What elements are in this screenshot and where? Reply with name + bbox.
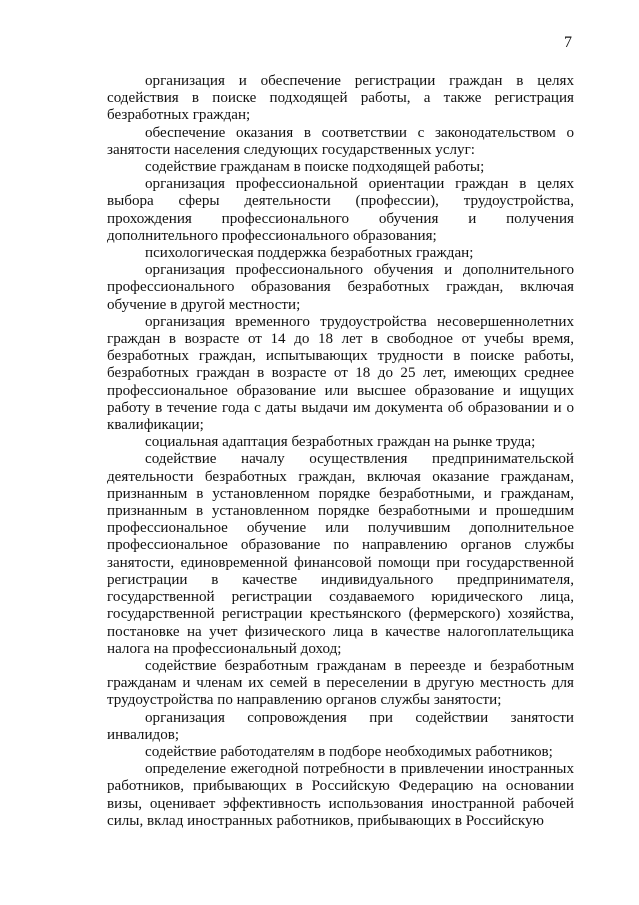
paragraph-state-services: обеспечение оказания в соответствии с законодательством о занятости населения следующих государственных услуг:	[107, 124, 574, 158]
paragraph-job-search: содействие гражданам в поиске подходящей работы;	[145, 159, 485, 176]
paragraph-professional-training: организация профессионального обучения и дополнительного профессионального образования безработных граждан, включая обучение в другой местности;	[107, 262, 574, 313]
paragraph-foreign-workers: определение ежегодной потребности в привлечении иностранных работников, прибывающих в Российскую Федерацию на основании визы, оценивает эффективность использования иностранной рабочей силы, вклад иностранных работников, прибывающих в Российскую	[107, 761, 574, 829]
paragraph-entrepreneurship: содействие началу осуществления предпринимательской деятельности безработных граждан, включая оказание гражданам, признанным в установленном порядке безработными, и гражданам, признанным в установленном порядке безработными и прошедшим профессиональное обучение или получившим дополнительное профессиональное образование по направлению органов службы занятости, единовременной финансовой помощи при государственной регистрации в качестве индивидуального предпринимателя, государственной регистрации создаваемого юридического лица, государственной регистрации крестьянского (фермерского) хозяйства, постановке на учет физического лица в качестве налогоплательщика налога на профессиональный доход;	[107, 451, 574, 657]
page-number: 7	[564, 34, 572, 51]
document-body	[107, 73, 574, 830]
paragraph-temporary-employment: организация временного трудоустройства несовершеннолетних граждан в возрасте от 14 до 18 лет в свободное от учебы время, безработных граждан, испытывающих трудности в поиске работы, безработных граждан в возрасте от 18 до 25 лет, имеющих среднее профессиональное образование или высшее образование и ищущих работу в течение года с даты выдачи им документа об образовании и о квалификации;	[107, 313, 574, 434]
paragraph-psychological-support: психологическая поддержка безработных граждан;	[145, 245, 474, 262]
paragraph-registration: организация и обеспечение регистрации граждан в целях содействия в поиске подходящей работы, а также регистрация безработных граждан;	[107, 73, 574, 124]
paragraph-employer-assistance: содействие работодателям в подборе необходимых работников;	[145, 743, 553, 760]
paragraph-relocation: содействие безработным гражданам в переезде и безработным гражданам и членам их семей в переселении в другую местность для трудоустройства по направлению органов службы занятости;	[107, 657, 574, 709]
paragraph-disabled-employment: организация сопровождения при содействии занятости инвалидов;	[107, 709, 574, 743]
paragraph-career-guidance: организация профессиональной ориентации граждан в целях выбора сферы деятельности (профессии), трудоустройства, прохождения профессионального обучения и получения дополнительного профессионального образования;	[107, 176, 574, 244]
paragraph-social-adaptation: социальная адаптация безработных граждан на рынке труда;	[145, 434, 536, 451]
